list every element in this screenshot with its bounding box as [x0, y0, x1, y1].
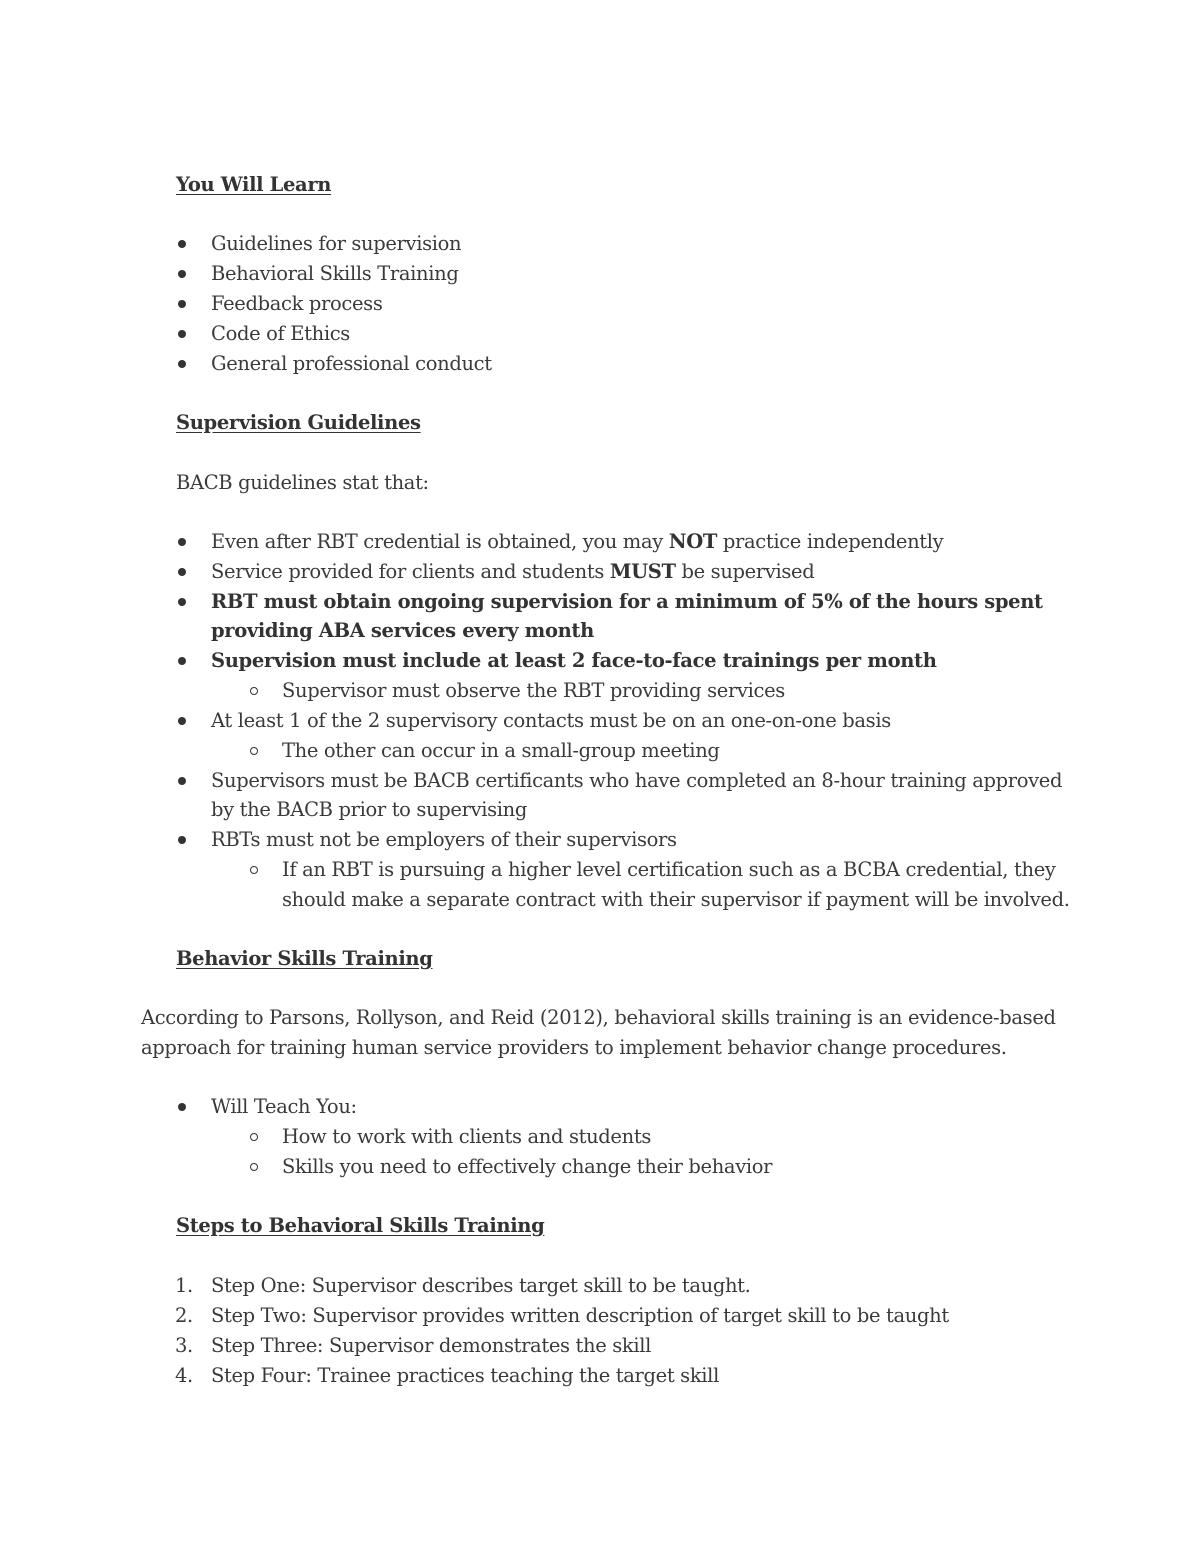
- step-item: Step Three: Supervisor demonstrates the skill: [211, 1334, 652, 1357]
- learn-item: General professional conduct: [211, 352, 492, 375]
- sub-bullet-icon: [250, 687, 258, 695]
- step-number: 1.: [175, 1274, 193, 1297]
- supervision-item-must-supervise: Service provided for clients and students MUST be supervised: [211, 560, 815, 583]
- supervision-subitem-small-group: The other can occur in a small-group meeting: [282, 739, 720, 762]
- bst-teach-item: Will Teach You:: [211, 1095, 357, 1118]
- supervision-item-five-percent-cont: providing ABA services every month: [211, 619, 594, 642]
- bullet-icon: [178, 568, 186, 576]
- learn-item: Guidelines for supervision: [211, 232, 462, 255]
- bullet-icon: [178, 538, 186, 546]
- bullet-icon: [178, 598, 186, 606]
- sub-bullet-icon: [250, 747, 258, 755]
- supervision-item-certificants-cont: by the BACB prior to supervising: [211, 798, 528, 821]
- learn-item: Feedback process: [211, 292, 383, 315]
- bullet-icon: [178, 240, 186, 248]
- behavior-skills-training-heading: Behavior Skills Training: [176, 947, 433, 970]
- bullet-icon: [178, 777, 186, 785]
- bst-paragraph-line: approach for training human service providers to implement behavior change procedures.: [141, 1036, 1007, 1059]
- supervision-intro: BACB guidelines stat that:: [176, 471, 429, 494]
- step-item: Step Two: Supervisor provides written description of target skill to be taught: [211, 1304, 949, 1327]
- bst-teach-subitem: Skills you need to effectively change their behavior: [282, 1155, 773, 1178]
- learn-item: Code of Ethics: [211, 322, 350, 345]
- bullet-icon: [178, 300, 186, 308]
- you-will-learn-heading: You Will Learn: [176, 173, 332, 196]
- supervision-item-not-independent: Even after RBT credential is obtained, you may NOT practice independently: [211, 530, 944, 553]
- supervision-item-five-percent: RBT must obtain ongoing supervision for a minimum of 5% of the hours spent: [211, 590, 1043, 613]
- supervision-subitem-observe: Supervisor must observe the RBT providing services: [282, 679, 785, 702]
- step-number: 4.: [175, 1364, 193, 1387]
- bst-paragraph-line: According to Parsons, Rollyson, and Reid (2012), behavioral skills training is an evidence-based: [141, 1006, 1056, 1029]
- supervision-subitem-contract-cont: should make a separate contract with their supervisor if payment will be involved.: [282, 888, 1070, 911]
- sub-bullet-icon: [250, 1133, 258, 1141]
- bullet-icon: [178, 270, 186, 278]
- supervision-subitem-contract: If an RBT is pursuing a higher level certification such as a BCBA credential, they: [282, 858, 1056, 881]
- bullet-icon: [178, 717, 186, 725]
- supervision-item-face-to-face: Supervision must include at least 2 face-to-face trainings per month: [211, 649, 937, 672]
- bst-teach-subitem: How to work with clients and students: [282, 1125, 651, 1148]
- step-item: Step One: Supervisor describes target skill to be taught.: [211, 1274, 751, 1297]
- bullet-icon: [178, 1103, 186, 1111]
- bullet-icon: [178, 360, 186, 368]
- supervision-guidelines-heading: Supervision Guidelines: [176, 411, 421, 434]
- sub-bullet-icon: [250, 866, 258, 874]
- step-item: Step Four: Trainee practices teaching the target skill: [211, 1364, 719, 1387]
- bullet-icon: [178, 330, 186, 338]
- bullet-icon: [178, 657, 186, 665]
- sub-bullet-icon: [250, 1163, 258, 1171]
- supervision-item-certificants: Supervisors must be BACB certificants who have completed an 8-hour training approved: [211, 769, 1063, 792]
- step-number: 3.: [175, 1334, 193, 1357]
- supervision-item-one-on-one: At least 1 of the 2 supervisory contacts must be on an one-on-one basis: [211, 709, 891, 732]
- step-number: 2.: [175, 1304, 193, 1327]
- bullet-icon: [178, 836, 186, 844]
- steps-heading: Steps to Behavioral Skills Training: [176, 1214, 545, 1237]
- supervision-item-employers: RBTs must not be employers of their supervisors: [211, 828, 677, 851]
- learn-item: Behavioral Skills Training: [211, 262, 459, 285]
